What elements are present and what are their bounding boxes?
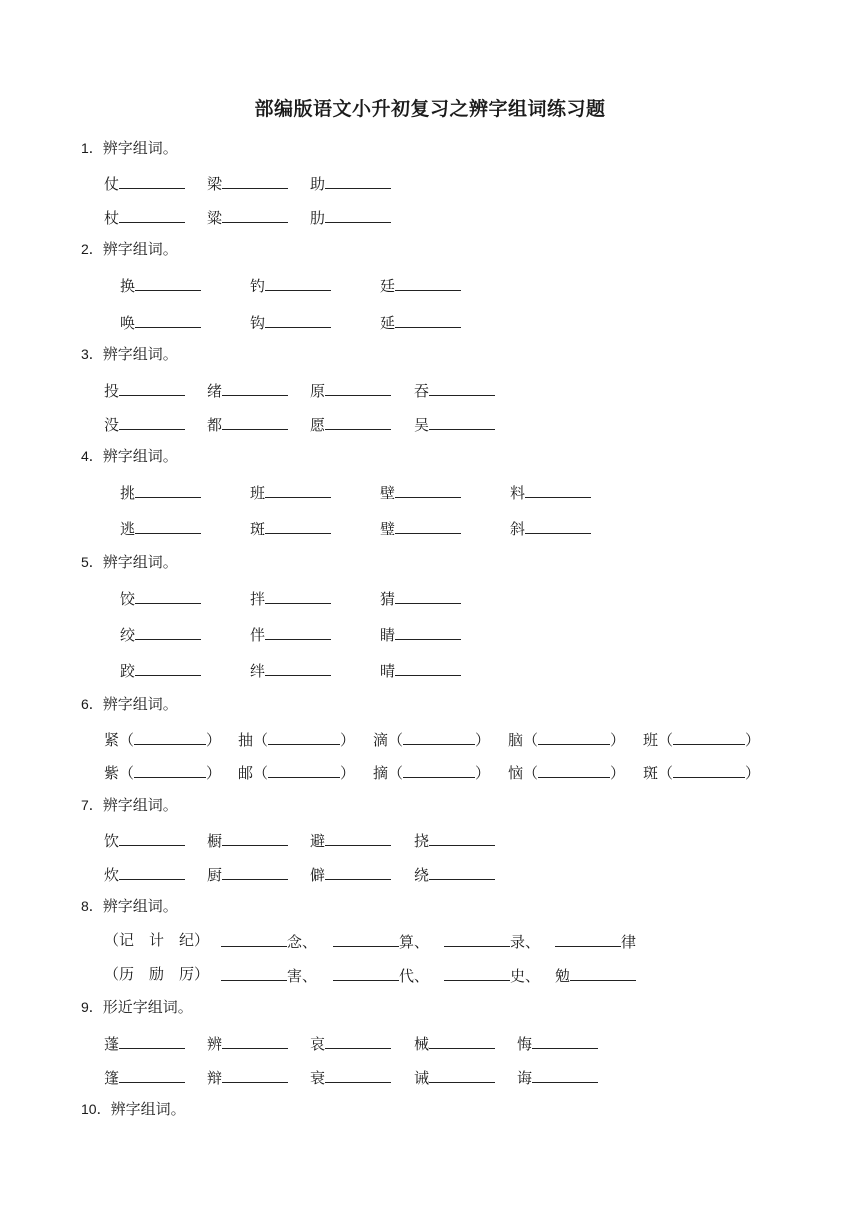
char-blank-item[interactable]: [120, 658, 201, 682]
char: 料: [510, 484, 526, 502]
char: 没: [104, 416, 120, 434]
char: 绪: [207, 382, 223, 400]
char-blank-item[interactable]: [104, 378, 185, 402]
char-blank-item[interactable]: [104, 205, 185, 229]
char-blank-item[interactable]: [414, 862, 495, 886]
right-paren: ）: [475, 764, 491, 782]
char: 都: [207, 416, 223, 434]
char: 悔: [517, 1035, 533, 1053]
question-9-header: [81, 997, 193, 1017]
right-paren: ）: [610, 764, 626, 782]
char: 抽: [238, 731, 254, 749]
char-paren-item[interactable]: [104, 727, 221, 751]
answer-blank[interactable]: [265, 516, 331, 534]
answer-blank[interactable]: [325, 412, 391, 430]
question-prompt: 辨字组词。: [102, 796, 178, 814]
answer-blank[interactable]: [429, 828, 495, 846]
blank-word-item[interactable]: [444, 929, 540, 953]
answer-blank[interactable]: [221, 963, 287, 981]
char-paren-item[interactable]: [373, 727, 490, 751]
answer-blank[interactable]: [673, 760, 745, 778]
char: 钓: [250, 277, 266, 295]
char: 紫: [104, 764, 120, 782]
question-number: 6．: [81, 696, 103, 712]
char-blank-item[interactable]: [207, 205, 288, 229]
char-paren-item[interactable]: [373, 760, 490, 784]
question-prompt: 辨字组词。: [102, 897, 178, 915]
char: 吞: [414, 382, 430, 400]
question-number: 2．: [81, 241, 103, 257]
char: 饮: [104, 832, 120, 850]
answer-blank[interactable]: [119, 171, 185, 189]
char-blank-item[interactable]: [250, 586, 331, 610]
char: 肋: [310, 209, 326, 227]
char: 原: [310, 382, 326, 400]
answer-blank[interactable]: [333, 963, 399, 981]
left-paren: （: [658, 731, 674, 749]
answer-blank[interactable]: [525, 516, 591, 534]
answer-blank[interactable]: [135, 622, 201, 640]
char-blank-item[interactable]: [104, 1065, 185, 1089]
char-paren-item[interactable]: [643, 727, 760, 751]
answer-blank[interactable]: [119, 862, 185, 880]
char: 紧: [104, 731, 120, 749]
question-10-header: [81, 1099, 186, 1119]
char-blank-item[interactable]: [310, 378, 391, 402]
char-blank-item[interactable]: [120, 516, 201, 540]
left-paren: （: [388, 731, 404, 749]
char: 璧: [380, 520, 396, 538]
answer-blank[interactable]: [444, 963, 510, 981]
char-blank-item[interactable]: [250, 310, 331, 334]
question-3-header: [81, 344, 178, 364]
char-blank-item[interactable]: [380, 586, 461, 610]
question-8-header: [81, 896, 178, 916]
char-paren-item[interactable]: [238, 727, 355, 751]
answer-blank[interactable]: [525, 480, 591, 498]
char: 投: [104, 382, 120, 400]
page-title: 部编版语文小升初复习之辨字组词练习题: [254, 98, 606, 120]
answer-blank[interactable]: [222, 171, 288, 189]
left-paren: （: [119, 764, 135, 782]
char: 梁: [207, 175, 223, 193]
answer-blank[interactable]: [135, 480, 201, 498]
answer-blank[interactable]: [403, 760, 475, 778]
right-paren: ）: [340, 731, 356, 749]
word-suffix: 念、: [287, 933, 318, 951]
char-paren-item[interactable]: [508, 727, 625, 751]
answer-blank[interactable]: [265, 273, 331, 291]
char-blank-item[interactable]: [104, 171, 185, 195]
answer-blank[interactable]: [268, 727, 340, 745]
char: 粱: [207, 209, 223, 227]
char: 壁: [380, 484, 396, 502]
answer-blank[interactable]: [325, 205, 391, 223]
word-suffix: 害、: [287, 967, 318, 985]
answer-blank[interactable]: [395, 310, 461, 328]
question-number: 4．: [81, 448, 103, 464]
char: 辩: [207, 1069, 223, 1087]
char-blank-item[interactable]: [207, 1031, 288, 1055]
question-number: 3．: [81, 346, 103, 362]
char: 诲: [517, 1069, 533, 1087]
blank-word-item[interactable]: [555, 963, 636, 987]
answer-blank[interactable]: [222, 1065, 288, 1083]
answer-blank[interactable]: [325, 171, 391, 189]
char: 挠: [414, 832, 430, 850]
answer-blank[interactable]: [325, 828, 391, 846]
answer-blank[interactable]: [222, 378, 288, 396]
word-suffix: 律: [621, 933, 637, 951]
char-blank-item[interactable]: [414, 378, 495, 402]
char: 班: [643, 731, 659, 749]
answer-blank[interactable]: [134, 760, 206, 778]
question-number: 9．: [81, 999, 103, 1015]
char-blank-item[interactable]: [104, 862, 185, 886]
char-blank-item[interactable]: [310, 828, 391, 852]
answer-blank[interactable]: [135, 658, 201, 676]
answer-blank[interactable]: [429, 412, 495, 430]
char: 钩: [250, 314, 266, 332]
answer-blank[interactable]: [134, 727, 206, 745]
word-suffix: 代、: [399, 967, 430, 985]
char-blank-item[interactable]: [510, 480, 591, 504]
left-paren: （: [388, 764, 404, 782]
answer-blank[interactable]: [429, 1065, 495, 1083]
answer-blank[interactable]: [325, 378, 391, 396]
question-prompt: 辨字组词。: [102, 240, 178, 258]
char-blank-item[interactable]: [207, 828, 288, 852]
char-blank-item[interactable]: [517, 1031, 598, 1055]
blank-word-item[interactable]: [444, 963, 540, 987]
char: 斑: [643, 764, 659, 782]
right-paren: ）: [206, 764, 222, 782]
answer-blank[interactable]: [222, 862, 288, 880]
char: 篷: [104, 1069, 120, 1087]
word-suffix: 史、: [510, 967, 541, 985]
char: 班: [250, 484, 266, 502]
answer-blank[interactable]: [222, 828, 288, 846]
left-paren: （: [253, 764, 269, 782]
char: 恼: [508, 764, 524, 782]
char: 蓬: [104, 1035, 120, 1053]
blank-word-item[interactable]: [333, 963, 429, 987]
answer-blank[interactable]: [538, 727, 610, 745]
answer-blank[interactable]: [538, 760, 610, 778]
char: 逃: [120, 520, 136, 538]
char-blank-item[interactable]: [104, 412, 185, 436]
char-blank-item[interactable]: [250, 658, 331, 682]
left-paren: （: [119, 731, 135, 749]
char-blank-item[interactable]: [380, 273, 461, 297]
blank-word-item[interactable]: [333, 929, 429, 953]
answer-blank[interactable]: [268, 760, 340, 778]
char-blank-item[interactable]: [310, 412, 391, 436]
char-blank-item[interactable]: [510, 516, 591, 540]
question-number: 5．: [81, 554, 103, 570]
char: 炊: [104, 866, 120, 884]
char: 斜: [510, 520, 526, 538]
char-blank-item[interactable]: [207, 1065, 288, 1089]
question-prompt: 辨字组词。: [102, 139, 178, 157]
char-blank-item[interactable]: [380, 622, 461, 646]
char: 延: [380, 314, 396, 332]
char-blank-item[interactable]: [207, 378, 288, 402]
answer-blank[interactable]: [403, 727, 475, 745]
char-blank-item[interactable]: [310, 171, 391, 195]
answer-blank[interactable]: [265, 480, 331, 498]
answer-blank[interactable]: [265, 622, 331, 640]
question-prompt: 辨字组词。: [102, 447, 178, 465]
char: 绞: [120, 626, 136, 644]
char-blank-item[interactable]: [207, 862, 288, 886]
char-blank-item[interactable]: [414, 1031, 495, 1055]
char: 辨: [207, 1035, 223, 1053]
answer-blank[interactable]: [429, 862, 495, 880]
answer-blank[interactable]: [119, 828, 185, 846]
answer-blank[interactable]: [265, 586, 331, 604]
answer-blank[interactable]: [135, 273, 201, 291]
char: 绕: [414, 866, 430, 884]
left-paren: （: [253, 731, 269, 749]
char: 械: [414, 1035, 430, 1053]
char-blank-item[interactable]: [310, 205, 391, 229]
question-number: 1．: [81, 140, 103, 156]
char-paren-item[interactable]: [104, 760, 221, 784]
char-blank-item[interactable]: [120, 273, 201, 297]
left-paren: （: [658, 764, 674, 782]
char: 换: [120, 277, 136, 295]
char: 哀: [310, 1035, 326, 1053]
char: 廷: [380, 277, 396, 295]
char: 唤: [120, 314, 136, 332]
char-paren-item[interactable]: [508, 760, 625, 784]
answer-blank[interactable]: [429, 1031, 495, 1049]
question-prompt: 形近字组词。: [102, 998, 193, 1016]
answer-blank[interactable]: [119, 1031, 185, 1049]
word-prefix: 勉: [555, 967, 571, 985]
blank-word-item[interactable]: [221, 963, 317, 987]
char: 厨: [207, 866, 223, 884]
char-blank-item[interactable]: [120, 310, 201, 334]
char: 吴: [414, 416, 430, 434]
char: 摘: [373, 764, 389, 782]
char-blank-item[interactable]: [380, 658, 461, 682]
right-paren: ）: [745, 764, 761, 782]
answer-blank[interactable]: [222, 1031, 288, 1049]
question-6-header: [81, 694, 178, 714]
answer-blank[interactable]: [135, 516, 201, 534]
char-blank-item[interactable]: [250, 273, 331, 297]
char: 杖: [104, 209, 120, 227]
char-blank-item[interactable]: [250, 516, 331, 540]
right-paren: ）: [475, 731, 491, 749]
char-paren-item[interactable]: [238, 760, 355, 784]
char: 猜: [380, 590, 396, 608]
char: 挑: [120, 484, 136, 502]
word-suffix: 算、: [399, 933, 430, 951]
char-blank-item[interactable]: [414, 412, 495, 436]
char-blank-item[interactable]: [250, 480, 331, 504]
char-blank-item[interactable]: [207, 412, 288, 436]
answer-blank[interactable]: [395, 586, 461, 604]
char: 饺: [120, 590, 136, 608]
char-blank-item[interactable]: [414, 828, 495, 852]
answer-blank[interactable]: [395, 622, 461, 640]
char: 脑: [508, 731, 524, 749]
char-blank-item[interactable]: [380, 480, 461, 504]
answer-blank[interactable]: [333, 929, 399, 947]
char: 愿: [310, 416, 326, 434]
answer-blank[interactable]: [221, 929, 287, 947]
char: 伴: [250, 626, 266, 644]
answer-blank[interactable]: [222, 412, 288, 430]
char-blank-item[interactable]: [120, 586, 201, 610]
char: 仗: [104, 175, 120, 193]
char: 诫: [414, 1069, 430, 1087]
char-blank-item[interactable]: [310, 1065, 391, 1089]
char-blank-item[interactable]: [380, 310, 461, 334]
answer-blank[interactable]: [395, 658, 461, 676]
word-suffix: 录、: [510, 933, 541, 951]
left-paren: （: [523, 731, 539, 749]
right-paren: ）: [340, 764, 356, 782]
char: 晴: [380, 662, 396, 680]
left-paren: （: [523, 764, 539, 782]
char: 邮: [238, 764, 254, 782]
answer-blank[interactable]: [570, 963, 636, 981]
char: 斑: [250, 520, 266, 538]
char-blank-item[interactable]: [120, 622, 201, 646]
char: 橱: [207, 832, 223, 850]
char: 跤: [120, 662, 136, 680]
char-blank-item[interactable]: [104, 1031, 185, 1055]
char-blank-item[interactable]: [517, 1065, 598, 1089]
answer-blank[interactable]: [135, 310, 201, 328]
right-paren: ）: [206, 731, 222, 749]
answer-blank[interactable]: [673, 727, 745, 745]
answer-blank[interactable]: [265, 658, 331, 676]
question-number: 7．: [81, 797, 103, 813]
char: 拌: [250, 590, 266, 608]
question-prompt: 辨字组词。: [102, 553, 178, 571]
answer-blank[interactable]: [222, 205, 288, 223]
char: 僻: [310, 866, 326, 884]
char-blank-item[interactable]: [380, 516, 461, 540]
answer-blank[interactable]: [532, 1031, 598, 1049]
char: 助: [310, 175, 326, 193]
char-blank-item[interactable]: [310, 1031, 391, 1055]
blank-word-item[interactable]: [555, 929, 636, 953]
char: 避: [310, 832, 326, 850]
answer-blank[interactable]: [119, 378, 185, 396]
char-blank-item[interactable]: [310, 862, 391, 886]
question-2-header: [81, 239, 178, 259]
question-7-header: [81, 795, 178, 815]
answer-blank[interactable]: [325, 1065, 391, 1083]
answer-blank[interactable]: [395, 516, 461, 534]
answer-blank[interactable]: [395, 273, 461, 291]
question-number: 10．: [81, 1101, 111, 1117]
right-paren: ）: [745, 731, 761, 749]
char-blank-item[interactable]: [120, 480, 201, 504]
question-prompt: 辨字组词。: [102, 695, 178, 713]
question-5-header: [81, 552, 178, 572]
answer-blank[interactable]: [119, 1065, 185, 1083]
answer-blank[interactable]: [429, 378, 495, 396]
char-group: （历 励 厉）: [104, 965, 210, 983]
answer-blank[interactable]: [119, 205, 185, 223]
answer-blank[interactable]: [532, 1065, 598, 1083]
char: 绊: [250, 662, 266, 680]
question-1-header: [81, 138, 178, 158]
char-blank-item[interactable]: [250, 622, 331, 646]
answer-blank[interactable]: [555, 929, 621, 947]
char-blank-item[interactable]: [414, 1065, 495, 1089]
question-prompt: 辨字组词。: [110, 1100, 186, 1118]
char-blank-item[interactable]: [104, 828, 185, 852]
question-prompt: 辨字组词。: [102, 345, 178, 363]
blank-word-item[interactable]: [221, 929, 317, 953]
answer-blank[interactable]: [325, 862, 391, 880]
answer-blank[interactable]: [135, 586, 201, 604]
char: 滴: [373, 731, 389, 749]
question-number: 8．: [81, 898, 103, 914]
char-blank-item[interactable]: [207, 171, 288, 195]
right-paren: ）: [610, 731, 626, 749]
char: 衰: [310, 1069, 326, 1087]
char-paren-item[interactable]: [643, 760, 760, 784]
answer-blank[interactable]: [119, 412, 185, 430]
char-group: （记 计 纪）: [104, 931, 210, 949]
answer-blank[interactable]: [265, 310, 331, 328]
answer-blank[interactable]: [395, 480, 461, 498]
answer-blank[interactable]: [444, 929, 510, 947]
question-4-header: [81, 446, 178, 466]
answer-blank[interactable]: [325, 1031, 391, 1049]
char: 睛: [380, 626, 396, 644]
